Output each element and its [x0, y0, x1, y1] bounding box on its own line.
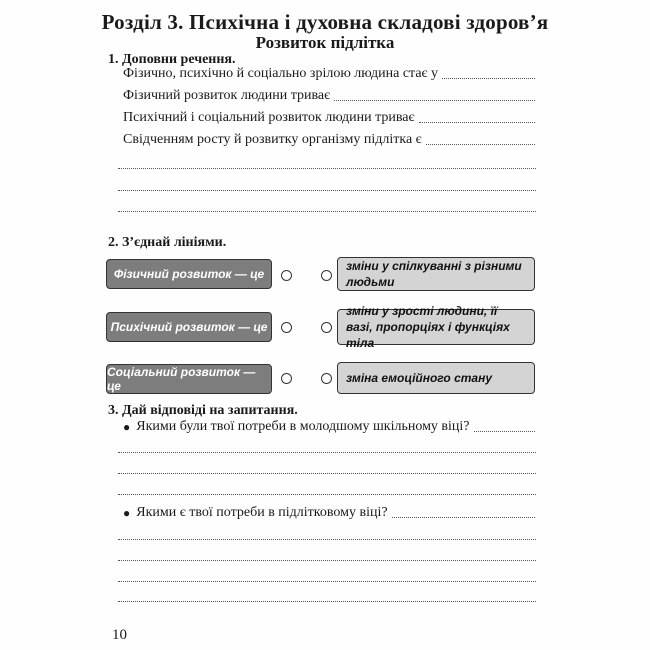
- match-right-communication: зміни у спілкуванні з різними людьми: [337, 257, 535, 291]
- answer-line[interactable]: [392, 517, 535, 518]
- match-left-physical: Фізичний розвиток — це: [106, 259, 272, 289]
- answer-line[interactable]: [474, 431, 535, 432]
- answer-line[interactable]: [118, 211, 536, 212]
- match-right-growth: зміни у зрості людини, її вазі, пропорціях і функціях тіла: [337, 309, 535, 345]
- question-text: Якими є твої потреби в підлітковому віці?: [136, 505, 388, 520]
- answer-line[interactable]: [118, 539, 536, 540]
- answer-line[interactable]: [118, 581, 536, 582]
- question-2: [123, 503, 535, 521]
- sentence-4: [123, 130, 535, 148]
- task-1-heading: 1. Доповни речення.: [108, 52, 236, 67]
- answer-line[interactable]: [118, 560, 536, 561]
- sentence-text: Фізично, психічно й соціально зрілою людина стає у: [123, 66, 439, 81]
- page-subtitle: Розвиток підлітка: [255, 33, 395, 52]
- bullet-icon: ●: [123, 420, 131, 434]
- answer-line[interactable]: [118, 601, 536, 602]
- connector-dot[interactable]: [321, 373, 332, 384]
- match-left-psychic: Психічний розвиток — це: [106, 312, 272, 342]
- sentence-text: Свідченням росту й розвитку організму підлітка є: [123, 132, 422, 147]
- match-left-social: Соціальний розвиток — це: [106, 364, 272, 394]
- answer-line[interactable]: [118, 190, 536, 191]
- answer-line[interactable]: [442, 77, 535, 79]
- sentence-2: [123, 86, 535, 104]
- answer-line[interactable]: [426, 143, 535, 145]
- sentence-text: Психічний і соціальний розвиток людини триває: [123, 110, 415, 125]
- bullet-icon: ●: [123, 506, 131, 520]
- answer-line[interactable]: [334, 99, 535, 101]
- section-title: Розділ 3. Психічна і духовна складові здоров’я: [101, 10, 549, 34]
- connector-dot[interactable]: [281, 373, 292, 384]
- sentence-text: Фізичний розвиток людини триває: [123, 88, 331, 103]
- sentence-3: [123, 108, 535, 126]
- answer-line[interactable]: [118, 494, 536, 495]
- connector-dot[interactable]: [321, 322, 332, 333]
- question-1: [123, 417, 535, 435]
- match-right-emotion: зміна емоційного стану: [337, 362, 535, 394]
- answer-line[interactable]: [118, 473, 536, 474]
- connector-dot[interactable]: [321, 270, 332, 281]
- connector-dot[interactable]: [281, 322, 292, 333]
- answer-line[interactable]: [419, 121, 535, 123]
- sentence-1: [123, 64, 535, 82]
- question-text: Якими були твої потреби в молодшому шкільному віці?: [136, 419, 470, 434]
- answer-line[interactable]: [118, 168, 536, 169]
- task-3-heading: 3. Дай відповіді на запитання.: [108, 403, 298, 418]
- connector-dot[interactable]: [281, 270, 292, 281]
- task-2-heading: 2. З’єднай лініями.: [108, 235, 227, 250]
- answer-line[interactable]: [118, 452, 536, 453]
- page-number: 10: [112, 627, 127, 643]
